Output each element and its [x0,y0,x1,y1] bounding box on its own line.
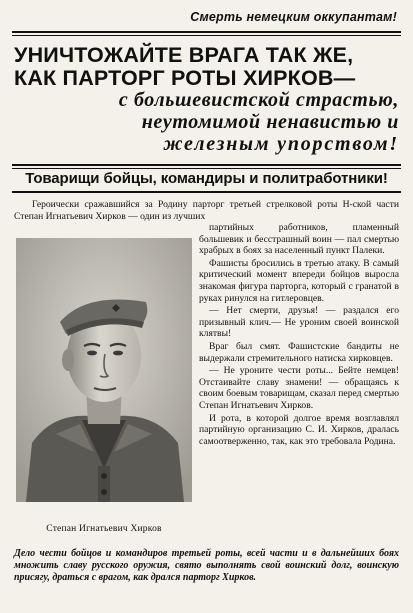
article-paragraph: партийных работников, пламенный большевик и бесстрашный воин — пал смертью храбрых в боях за населенный пункт Палеки. [199,222,399,257]
headline-line-1: УНИЧТОЖАЙТЕ ВРАГА ТАК ЖЕ, [14,43,354,67]
portrait-illustration [16,238,192,502]
intro-text: Героически сражавшийся за Родину парторг третьей стрелковой роты Н-ской части Степан Игнатьевич Хирков — один из лучших [14,199,399,222]
top-divider [12,31,401,36]
portrait-photo [16,238,192,502]
article-paragraph: И рота, в которой долгое время возглавлял партийную организацию С. И. Хирков, дралась самоотверженно, так, как это требовала Родина. [199,412,399,447]
photo-caption: Степан Игнатьевич Хирков [46,524,162,534]
headline-line-5: железным упорством! [163,133,399,155]
headline-line-3: с большевистской страстью, [118,89,399,111]
article-paragraph: — Нет смерти, друзья! — раздался его призывный клич.— Не уроним своей воинской клятвы! [199,305,399,340]
closing-appeal: Дело чести бойцов и командиров третьей роты, всей части и в дальнейших боях множить славу русского оружия, свято выполнять свой воинский долг, воинскую присягу, драться с врагом, как дрался парторг Хирков. [14,548,399,583]
article-paragraph: — Не уроните чести роты... Бейте немцев! Отстаивайте славу знамени! — обращаясь к своим боевым товарищам, сказал перед смертью Степан Игнатьевич Хирков. [199,365,399,411]
headline-line-4: неутомимой ненавистью и [141,111,399,133]
slogan: Смерть немецким оккупантам! [190,10,397,24]
middle-divider [12,164,401,169]
article-column [199,222,399,447]
article-paragraph: Фашисты бросились в третью атаку. В самый критический момент впереди бойцов выросла знакомая фигура парторга, который с гранатой в руках ринулся на гитлеровцев. [199,257,399,304]
subheadline: Товарищи бойцы, командиры и политработники! [25,170,388,187]
subheadline-divider [12,191,401,193]
article-paragraph: Враг был смят. Фашистские бандиты не выдержали стремительного натиска хирковцев. [199,340,399,364]
intro-paragraph [14,199,399,222]
headline-line-2: КАК ПАРТОРГ РОТЫ ХИРКОВ— [14,66,356,90]
